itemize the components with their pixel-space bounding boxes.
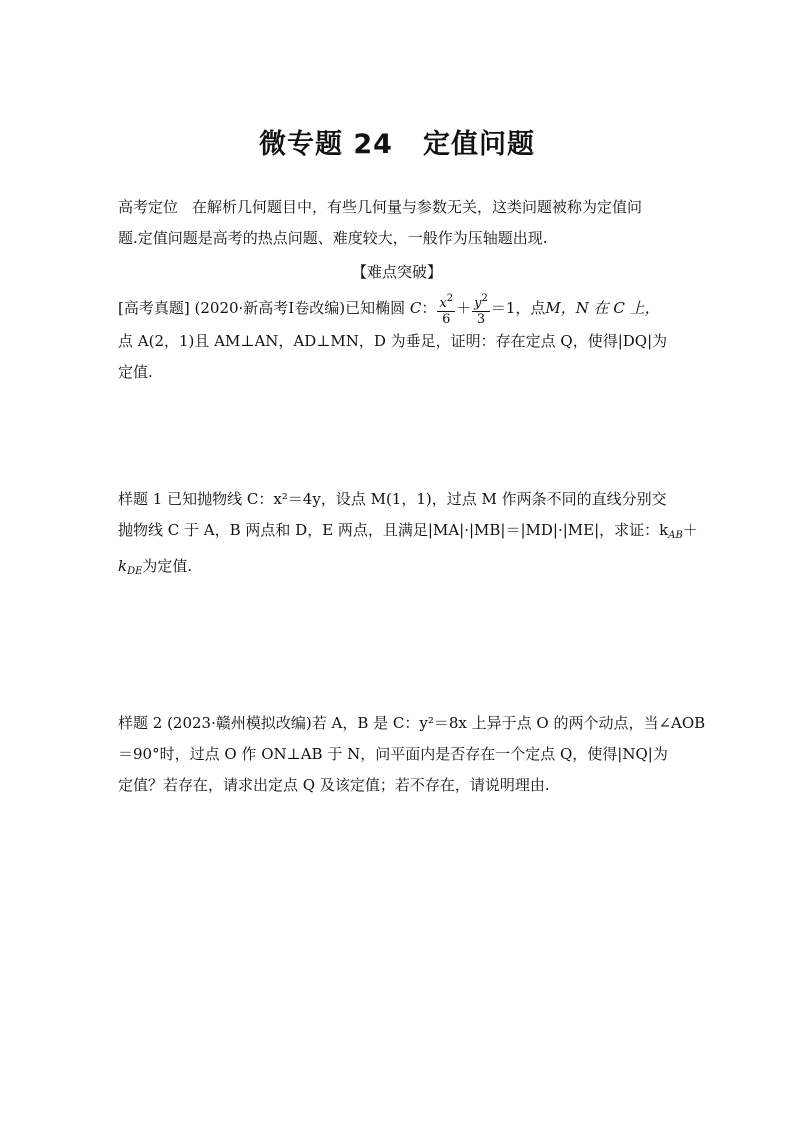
section-heading: 【难点突破】 [351,263,442,281]
gaokao-problem [118,288,678,388]
example-1 [118,484,698,587]
gaokao-line-2: 点 A(2，1)且 AM⊥AN，AD⊥MN，D 为垂足，证明：存在定点 Q，使得|DQ|为 [118,332,668,350]
intro-label: 高考定位 [118,198,179,216]
ex1-line-3: $k_{DE}$为定值. [118,557,193,577]
gaokao-lead: 已知椭圆 [345,299,406,317]
intro-paragraph [118,192,678,254]
intro-line-1: 在解析几何题目中，有些几何量与参数无关，这类问题被称为定值问 [192,198,643,216]
page-title [0,122,794,161]
gaokao-tag: [高考真题] [118,299,190,317]
gaokao-tail-1: M，N 在 C 上， [545,299,660,317]
gaokao-source: (2020·新高考Ⅰ卷改编) [194,299,346,317]
ex2-line-3: 定值？若存在，请求出定点 Q 及该定值；若不存在，请说明理由. [118,776,550,794]
ex2-line-1: 样题 2 (2023·赣州模拟改编)若 A，B 是 C：y²＝8x 上异于点 O 的两个动点，当∠AOB [118,714,706,732]
gaokao-line-1: [高考真题] (2020·新高考Ⅰ卷改编)已知椭圆 C： $\frac{x^2}{6}$ ＋ $\frac{y^2}{3}$ ＝1，点M，N 在 C 上， [118,293,660,327]
gaokao-colon: ： [421,299,437,317]
example-2 [118,708,706,801]
intro-line-2: 题.定值问题是高考的热点问题、难度较大，一般作为压轴题出现. [118,229,548,247]
ex1-line-1: 样题 1 已知抛物线 C：x²＝4y，设点 M(1，1)，过点 M 作两条不同的直线分别交 [118,490,667,508]
gaokao-curve: C [409,299,422,317]
gaokao-line-3: 定值. [118,363,153,381]
ex2-line-2: ＝90°时，过点 O 作 ON⊥AB 于 N，问平面内是否存在一个定点 Q，使得|NQ|为 [118,745,668,763]
fraction-y2-over-3: $\frac{y^2}{3}$ [474,293,488,327]
fraction-x2-over-6: $\frac{x^2}{6}$ [439,293,454,327]
title-part-1: 微专题 24 [259,129,393,160]
ex1-line-2: 抛物线 C 于 A，B 两点和 D，E 两点，且满足|MA|·|MB|＝|MD|·|ME|，求证：$k_{AB}+$ [118,521,698,541]
gaokao-eq-rest: ＝1，点 [490,299,546,317]
title-part-2: 定值问题 [422,129,535,160]
